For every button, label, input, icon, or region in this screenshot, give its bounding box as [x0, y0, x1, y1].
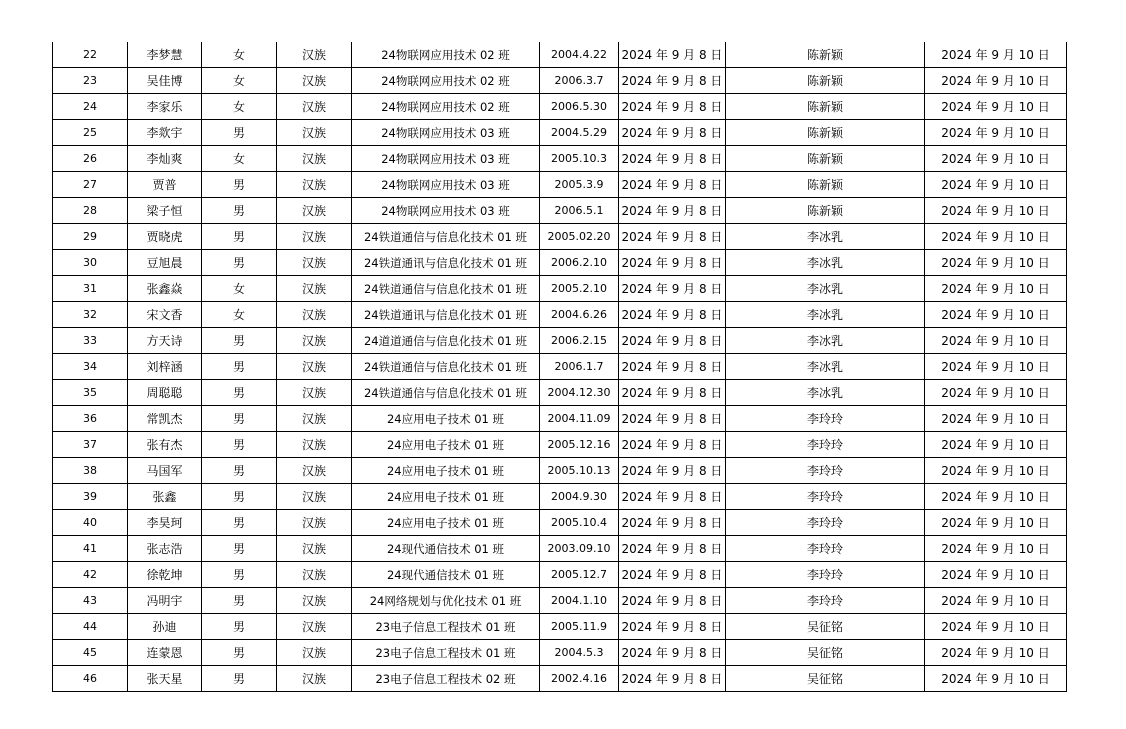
- class-name-cell: 24物联网应用技术 03 班: [352, 120, 540, 146]
- student-name-cell: 马国军: [128, 458, 202, 484]
- table-row: [53, 198, 1067, 224]
- row-number-cell: 26: [53, 146, 128, 172]
- gender-cell: 女: [202, 302, 277, 328]
- table-row: [53, 94, 1067, 120]
- student-name-cell: 张鑫焱: [128, 276, 202, 302]
- ethnicity-cell: 汉族: [277, 406, 352, 432]
- teacher-name-cell: 李冰乳: [726, 224, 925, 250]
- class-name-cell: 24网络规划与优化技术 01 班: [352, 588, 540, 614]
- row-number-cell: 39: [53, 484, 128, 510]
- birth-date-cell: 2004.5.29: [540, 120, 619, 146]
- row-number-cell: 34: [53, 354, 128, 380]
- ethnicity-cell: 汉族: [277, 510, 352, 536]
- row-number-cell: 23: [53, 68, 128, 94]
- table-row: [53, 432, 1067, 458]
- table-row: [53, 120, 1067, 146]
- class-name-cell: 24铁道通讯与信息化技术 01 班: [352, 250, 540, 276]
- ethnicity-cell: 汉族: [277, 640, 352, 666]
- end-date-cell: 2024 年 9 月 10 日: [925, 302, 1067, 328]
- student-name-cell: 刘梓涵: [128, 354, 202, 380]
- end-date-cell: 2024 年 9 月 10 日: [925, 42, 1067, 68]
- student-name-cell: 梁子恒: [128, 198, 202, 224]
- gender-cell: 男: [202, 562, 277, 588]
- row-number-cell: 44: [53, 614, 128, 640]
- gender-cell: 女: [202, 42, 277, 68]
- table-row: [53, 328, 1067, 354]
- student-name-cell: 李家乐: [128, 94, 202, 120]
- ethnicity-cell: 汉族: [277, 484, 352, 510]
- start-date-cell: 2024 年 9 月 8 日: [619, 536, 726, 562]
- ethnicity-cell: 汉族: [277, 120, 352, 146]
- gender-cell: 女: [202, 276, 277, 302]
- class-name-cell: 23电子信息工程技术 01 班: [352, 640, 540, 666]
- teacher-name-cell: 吴征铭: [726, 614, 925, 640]
- birth-date-cell: 2004.9.30: [540, 484, 619, 510]
- teacher-name-cell: 陈新颖: [726, 120, 925, 146]
- class-name-cell: 24铁道通信与信息化技术 01 班: [352, 380, 540, 406]
- teacher-name-cell: 陈新颖: [726, 198, 925, 224]
- student-name-cell: 吴佳博: [128, 68, 202, 94]
- table-row: [53, 276, 1067, 302]
- student-name-cell: 李梦慧: [128, 42, 202, 68]
- start-date-cell: 2024 年 9 月 8 日: [619, 380, 726, 406]
- teacher-name-cell: 李玲玲: [726, 510, 925, 536]
- student-name-cell: 孙迪: [128, 614, 202, 640]
- ethnicity-cell: 汉族: [277, 354, 352, 380]
- start-date-cell: 2024 年 9 月 8 日: [619, 406, 726, 432]
- ethnicity-cell: 汉族: [277, 94, 352, 120]
- ethnicity-cell: 汉族: [277, 276, 352, 302]
- class-name-cell: 23电子信息工程技术 02 班: [352, 666, 540, 692]
- teacher-name-cell: 吴征铭: [726, 640, 925, 666]
- ethnicity-cell: 汉族: [277, 328, 352, 354]
- start-date-cell: 2024 年 9 月 8 日: [619, 484, 726, 510]
- birth-date-cell: 2004.5.3: [540, 640, 619, 666]
- row-number-cell: 35: [53, 380, 128, 406]
- ethnicity-cell: 汉族: [277, 458, 352, 484]
- end-date-cell: 2024 年 9 月 10 日: [925, 510, 1067, 536]
- start-date-cell: 2024 年 9 月 8 日: [619, 172, 726, 198]
- gender-cell: 男: [202, 614, 277, 640]
- teacher-name-cell: 吴征铭: [726, 666, 925, 692]
- gender-cell: 男: [202, 458, 277, 484]
- class-name-cell: 24物联网应用技术 03 班: [352, 172, 540, 198]
- ethnicity-cell: 汉族: [277, 380, 352, 406]
- teacher-name-cell: 李玲玲: [726, 458, 925, 484]
- end-date-cell: 2024 年 9 月 10 日: [925, 666, 1067, 692]
- class-name-cell: 24应用电子技术 01 班: [352, 406, 540, 432]
- student-name-cell: 李灿爽: [128, 146, 202, 172]
- end-date-cell: 2024 年 9 月 10 日: [925, 432, 1067, 458]
- birth-date-cell: 2005.10.3: [540, 146, 619, 172]
- ethnicity-cell: 汉族: [277, 42, 352, 68]
- table-row: [53, 250, 1067, 276]
- end-date-cell: 2024 年 9 月 10 日: [925, 640, 1067, 666]
- row-number-cell: 28: [53, 198, 128, 224]
- row-number-cell: 42: [53, 562, 128, 588]
- end-date-cell: 2024 年 9 月 10 日: [925, 250, 1067, 276]
- row-number-cell: 46: [53, 666, 128, 692]
- row-number-cell: 36: [53, 406, 128, 432]
- ethnicity-cell: 汉族: [277, 536, 352, 562]
- class-name-cell: 24铁道通信与信息化技术 01 班: [352, 276, 540, 302]
- class-name-cell: 24现代通信技术 01 班: [352, 562, 540, 588]
- start-date-cell: 2024 年 9 月 8 日: [619, 458, 726, 484]
- table-row: [53, 354, 1067, 380]
- teacher-name-cell: 李冰乳: [726, 250, 925, 276]
- row-number-cell: 29: [53, 224, 128, 250]
- teacher-name-cell: 陈新颖: [726, 94, 925, 120]
- row-number-cell: 32: [53, 302, 128, 328]
- start-date-cell: 2024 年 9 月 8 日: [619, 224, 726, 250]
- teacher-name-cell: 李冰乳: [726, 276, 925, 302]
- gender-cell: 男: [202, 354, 277, 380]
- teacher-name-cell: 李玲玲: [726, 562, 925, 588]
- class-name-cell: 24物联网应用技术 03 班: [352, 198, 540, 224]
- gender-cell: 男: [202, 172, 277, 198]
- gender-cell: 男: [202, 250, 277, 276]
- student-name-cell: 张有杰: [128, 432, 202, 458]
- end-date-cell: 2024 年 9 月 10 日: [925, 588, 1067, 614]
- birth-date-cell: 2004.4.22: [540, 42, 619, 68]
- birth-date-cell: 2005.12.16: [540, 432, 619, 458]
- gender-cell: 女: [202, 94, 277, 120]
- ethnicity-cell: 汉族: [277, 302, 352, 328]
- gender-cell: 男: [202, 432, 277, 458]
- birth-date-cell: 2004.12.30: [540, 380, 619, 406]
- table-row: [53, 224, 1067, 250]
- gender-cell: 男: [202, 640, 277, 666]
- student-name-cell: 周聪聪: [128, 380, 202, 406]
- table-row: [53, 510, 1067, 536]
- table-row: [53, 640, 1067, 666]
- gender-cell: 男: [202, 328, 277, 354]
- start-date-cell: 2024 年 9 月 8 日: [619, 94, 726, 120]
- start-date-cell: 2024 年 9 月 8 日: [619, 588, 726, 614]
- class-name-cell: 24应用电子技术 01 班: [352, 510, 540, 536]
- gender-cell: 男: [202, 380, 277, 406]
- end-date-cell: 2024 年 9 月 10 日: [925, 328, 1067, 354]
- student-name-cell: 豆旭晨: [128, 250, 202, 276]
- start-date-cell: 2024 年 9 月 8 日: [619, 146, 726, 172]
- teacher-name-cell: 陈新颖: [726, 68, 925, 94]
- student-name-cell: 常凯杰: [128, 406, 202, 432]
- gender-cell: 男: [202, 224, 277, 250]
- gender-cell: 男: [202, 666, 277, 692]
- birth-date-cell: 2006.2.15: [540, 328, 619, 354]
- birth-date-cell: 2005.10.4: [540, 510, 619, 536]
- end-date-cell: 2024 年 9 月 10 日: [925, 458, 1067, 484]
- ethnicity-cell: 汉族: [277, 68, 352, 94]
- student-name-cell: 贾普: [128, 172, 202, 198]
- table-row: [53, 380, 1067, 406]
- class-name-cell: 24物联网应用技术 02 班: [352, 94, 540, 120]
- table-row: [53, 146, 1067, 172]
- row-number-cell: 45: [53, 640, 128, 666]
- ethnicity-cell: 汉族: [277, 198, 352, 224]
- gender-cell: 女: [202, 146, 277, 172]
- table-row: [53, 588, 1067, 614]
- class-name-cell: 24应用电子技术 01 班: [352, 458, 540, 484]
- class-name-cell: 24物联网应用技术 03 班: [352, 146, 540, 172]
- row-number-cell: 38: [53, 458, 128, 484]
- student-name-cell: 张天星: [128, 666, 202, 692]
- start-date-cell: 2024 年 9 月 8 日: [619, 68, 726, 94]
- table-row: [53, 172, 1067, 198]
- birth-date-cell: 2006.3.7: [540, 68, 619, 94]
- row-number-cell: 43: [53, 588, 128, 614]
- teacher-name-cell: 陈新颖: [726, 172, 925, 198]
- student-name-cell: 徐乾坤: [128, 562, 202, 588]
- start-date-cell: 2024 年 9 月 8 日: [619, 432, 726, 458]
- birth-date-cell: 2006.5.30: [540, 94, 619, 120]
- row-number-cell: 40: [53, 510, 128, 536]
- start-date-cell: 2024 年 9 月 8 日: [619, 250, 726, 276]
- row-number-cell: 33: [53, 328, 128, 354]
- gender-cell: 男: [202, 198, 277, 224]
- birth-date-cell: 2005.10.13: [540, 458, 619, 484]
- start-date-cell: 2024 年 9 月 8 日: [619, 120, 726, 146]
- ethnicity-cell: 汉族: [277, 614, 352, 640]
- student-name-cell: 张志浩: [128, 536, 202, 562]
- class-name-cell: 24铁道通信与信息化技术 01 班: [352, 354, 540, 380]
- teacher-name-cell: 李冰乳: [726, 380, 925, 406]
- gender-cell: 男: [202, 484, 277, 510]
- end-date-cell: 2024 年 9 月 10 日: [925, 536, 1067, 562]
- end-date-cell: 2024 年 9 月 10 日: [925, 68, 1067, 94]
- ethnicity-cell: 汉族: [277, 146, 352, 172]
- table-row: [53, 68, 1067, 94]
- student-name-cell: 宋文香: [128, 302, 202, 328]
- ethnicity-cell: 汉族: [277, 250, 352, 276]
- gender-cell: 男: [202, 120, 277, 146]
- gender-cell: 男: [202, 536, 277, 562]
- ethnicity-cell: 汉族: [277, 666, 352, 692]
- student-name-cell: 李昊珂: [128, 510, 202, 536]
- birth-date-cell: 2005.02.20: [540, 224, 619, 250]
- start-date-cell: 2024 年 9 月 8 日: [619, 328, 726, 354]
- start-date-cell: 2024 年 9 月 8 日: [619, 198, 726, 224]
- birth-date-cell: 2003.09.10: [540, 536, 619, 562]
- birth-date-cell: 2005.2.10: [540, 276, 619, 302]
- row-number-cell: 27: [53, 172, 128, 198]
- class-name-cell: 24铁道通讯与信息化技术 01 班: [352, 302, 540, 328]
- table-row: [53, 666, 1067, 692]
- ethnicity-cell: 汉族: [277, 588, 352, 614]
- class-name-cell: 24物联网应用技术 02 班: [352, 42, 540, 68]
- teacher-name-cell: 李玲玲: [726, 406, 925, 432]
- gender-cell: 男: [202, 588, 277, 614]
- teacher-name-cell: 李玲玲: [726, 536, 925, 562]
- row-number-cell: 31: [53, 276, 128, 302]
- teacher-name-cell: 李冰乳: [726, 302, 925, 328]
- roster-body: [53, 42, 1067, 692]
- gender-cell: 男: [202, 406, 277, 432]
- ethnicity-cell: 汉族: [277, 562, 352, 588]
- row-number-cell: 24: [53, 94, 128, 120]
- ethnicity-cell: 汉族: [277, 224, 352, 250]
- start-date-cell: 2024 年 9 月 8 日: [619, 276, 726, 302]
- end-date-cell: 2024 年 9 月 10 日: [925, 354, 1067, 380]
- birth-date-cell: 2002.4.16: [540, 666, 619, 692]
- class-name-cell: 24铁道通信与信息化技术 01 班: [352, 224, 540, 250]
- student-name-cell: 方天诗: [128, 328, 202, 354]
- start-date-cell: 2024 年 9 月 8 日: [619, 354, 726, 380]
- start-date-cell: 2024 年 9 月 8 日: [619, 562, 726, 588]
- table-row: [53, 458, 1067, 484]
- table-row: [53, 406, 1067, 432]
- start-date-cell: 2024 年 9 月 8 日: [619, 614, 726, 640]
- birth-date-cell: 2006.1.7: [540, 354, 619, 380]
- student-roster-table: [52, 42, 1067, 692]
- end-date-cell: 2024 年 9 月 10 日: [925, 146, 1067, 172]
- start-date-cell: 2024 年 9 月 8 日: [619, 640, 726, 666]
- gender-cell: 女: [202, 68, 277, 94]
- end-date-cell: 2024 年 9 月 10 日: [925, 562, 1067, 588]
- class-name-cell: 24现代通信技术 01 班: [352, 536, 540, 562]
- birth-date-cell: 2005.12.7: [540, 562, 619, 588]
- teacher-name-cell: 李玲玲: [726, 588, 925, 614]
- student-name-cell: 李欻宇: [128, 120, 202, 146]
- table-row: [53, 302, 1067, 328]
- birth-date-cell: 2006.5.1: [540, 198, 619, 224]
- table-row: [53, 42, 1067, 68]
- student-name-cell: 连蒙恩: [128, 640, 202, 666]
- birth-date-cell: 2004.11.09: [540, 406, 619, 432]
- table-row: [53, 536, 1067, 562]
- start-date-cell: 2024 年 9 月 8 日: [619, 666, 726, 692]
- student-name-cell: 张鑫: [128, 484, 202, 510]
- gender-cell: 男: [202, 510, 277, 536]
- end-date-cell: 2024 年 9 月 10 日: [925, 276, 1067, 302]
- table-row: [53, 484, 1067, 510]
- row-number-cell: 25: [53, 120, 128, 146]
- start-date-cell: 2024 年 9 月 8 日: [619, 42, 726, 68]
- end-date-cell: 2024 年 9 月 10 日: [925, 406, 1067, 432]
- birth-date-cell: 2005.3.9: [540, 172, 619, 198]
- start-date-cell: 2024 年 9 月 8 日: [619, 302, 726, 328]
- row-number-cell: 30: [53, 250, 128, 276]
- teacher-name-cell: 李玲玲: [726, 432, 925, 458]
- end-date-cell: 2024 年 9 月 10 日: [925, 484, 1067, 510]
- teacher-name-cell: 陈新颖: [726, 42, 925, 68]
- student-name-cell: 冯明宇: [128, 588, 202, 614]
- row-number-cell: 22: [53, 42, 128, 68]
- class-name-cell: 24物联网应用技术 02 班: [352, 68, 540, 94]
- class-name-cell: 24道道通信与信息化技术 01 班: [352, 328, 540, 354]
- student-name-cell: 贾晓虎: [128, 224, 202, 250]
- end-date-cell: 2024 年 9 月 10 日: [925, 94, 1067, 120]
- teacher-name-cell: 陈新颖: [726, 146, 925, 172]
- teacher-name-cell: 李冰乳: [726, 354, 925, 380]
- end-date-cell: 2024 年 9 月 10 日: [925, 224, 1067, 250]
- ethnicity-cell: 汉族: [277, 432, 352, 458]
- end-date-cell: 2024 年 9 月 10 日: [925, 380, 1067, 406]
- end-date-cell: 2024 年 9 月 10 日: [925, 614, 1067, 640]
- birth-date-cell: 2004.6.26: [540, 302, 619, 328]
- class-name-cell: 24应用电子技术 01 班: [352, 484, 540, 510]
- end-date-cell: 2024 年 9 月 10 日: [925, 120, 1067, 146]
- end-date-cell: 2024 年 9 月 10 日: [925, 172, 1067, 198]
- teacher-name-cell: 李玲玲: [726, 484, 925, 510]
- teacher-name-cell: 李冰乳: [726, 328, 925, 354]
- row-number-cell: 41: [53, 536, 128, 562]
- table-row: [53, 562, 1067, 588]
- birth-date-cell: 2005.11.9: [540, 614, 619, 640]
- end-date-cell: 2024 年 9 月 10 日: [925, 198, 1067, 224]
- table-row: [53, 614, 1067, 640]
- birth-date-cell: 2006.2.10: [540, 250, 619, 276]
- start-date-cell: 2024 年 9 月 8 日: [619, 510, 726, 536]
- row-number-cell: 37: [53, 432, 128, 458]
- class-name-cell: 23电子信息工程技术 01 班: [352, 614, 540, 640]
- birth-date-cell: 2004.1.10: [540, 588, 619, 614]
- ethnicity-cell: 汉族: [277, 172, 352, 198]
- class-name-cell: 24应用电子技术 01 班: [352, 432, 540, 458]
